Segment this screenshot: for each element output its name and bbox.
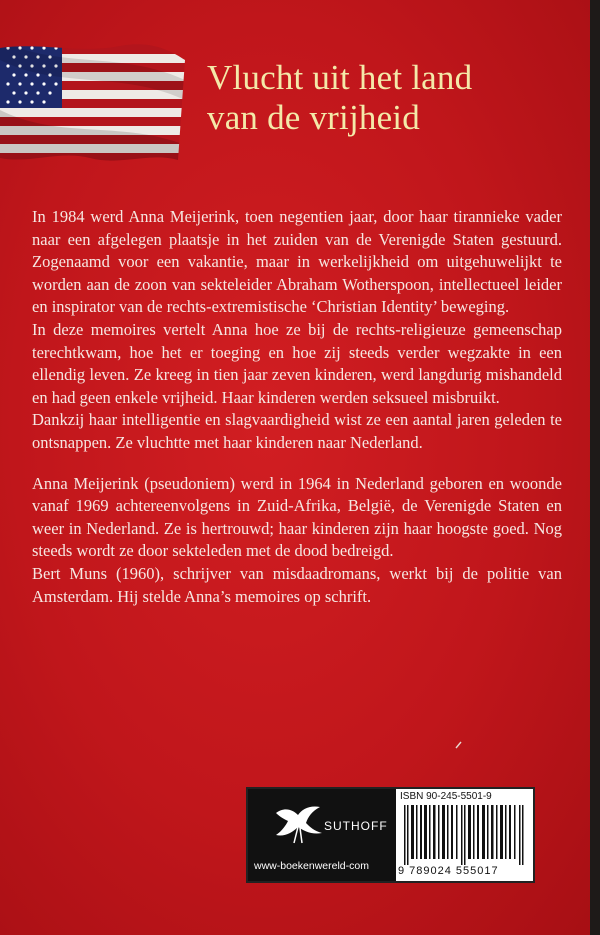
publisher-logo-block bbox=[248, 789, 396, 881]
american-flag-image bbox=[0, 40, 185, 168]
author-bio-paragraph: Anna Meijerink (pseudoniem) werd in 1964 in Nederland geboren en woonde vanaf 1969 achtereenvolgens in Zuid-Afrika, België, de Verenigde Staten en weer in Nederland. Ze is hertrouwd; haar kinderen zijn haar hoogste goed. Nog steeds wordt ze door sekteleden met de dood bedreigd. bbox=[32, 473, 562, 561]
ean-number: 9 789024 555017 bbox=[398, 865, 499, 877]
book-title bbox=[207, 58, 577, 138]
blurb-paragraph-2: In deze memoires vertelt Anna hoe ze bij de rechts-religieuze gemeenschap terechtkwam, hoe het er toeging en hoe zij steeds verder wegzakte in een ellendig leven. Ze kreeg in tien jaar zeven kinderen, werd langdurig mishandeld en had geen enkele vrijheid. Haar kinderen werden seksueel misbruikt. bbox=[32, 319, 562, 407]
barcode-panel bbox=[246, 787, 535, 883]
blurb-text bbox=[32, 206, 562, 608]
publisher-url: www-boekenwereld-com bbox=[254, 860, 369, 872]
stray-mark bbox=[454, 740, 464, 750]
book-edge bbox=[590, 0, 600, 935]
isbn-label: ISBN 90-245-5501-9 bbox=[400, 791, 492, 802]
title-line-1: Vlucht uit het land bbox=[207, 58, 473, 97]
title-line-2: van de vrijheid bbox=[207, 98, 420, 137]
paragraph-gap bbox=[32, 455, 562, 473]
barcode-image bbox=[402, 805, 526, 865]
coauthor-bio-paragraph: Bert Muns (1960), schrijver van misdaadromans, werkt bij de politie van Amsterdam. Hij stelde Anna’s memoires op schrift. bbox=[32, 563, 562, 606]
bird-logo-icon bbox=[270, 797, 330, 847]
publisher-name: SUTHOFF bbox=[324, 819, 388, 833]
blurb-paragraph-1: In 1984 werd Anna Meijerink, toen negentien jaar, door haar tirannieke vader naar een afgelegen plaatsje in het zuiden van de Verenigde Staten gestuurd. Zogenaamd voor een vakantie, maar in werkelijkheid om uitgehuwelijkt te worden aan de zoon van sekteleider Abraham Wotherspoon, intellectueel leider en inspirator van de rechts-extremistische ‘Christian Identity’ beweging. bbox=[32, 207, 562, 317]
blurb-paragraph-3: Dankzij haar intelligentie en slagvaardigheid wist ze een aantal jaren geleden te ontsnappen. Ze vluchtte met haar kinderen naar Nederland. bbox=[32, 410, 562, 452]
